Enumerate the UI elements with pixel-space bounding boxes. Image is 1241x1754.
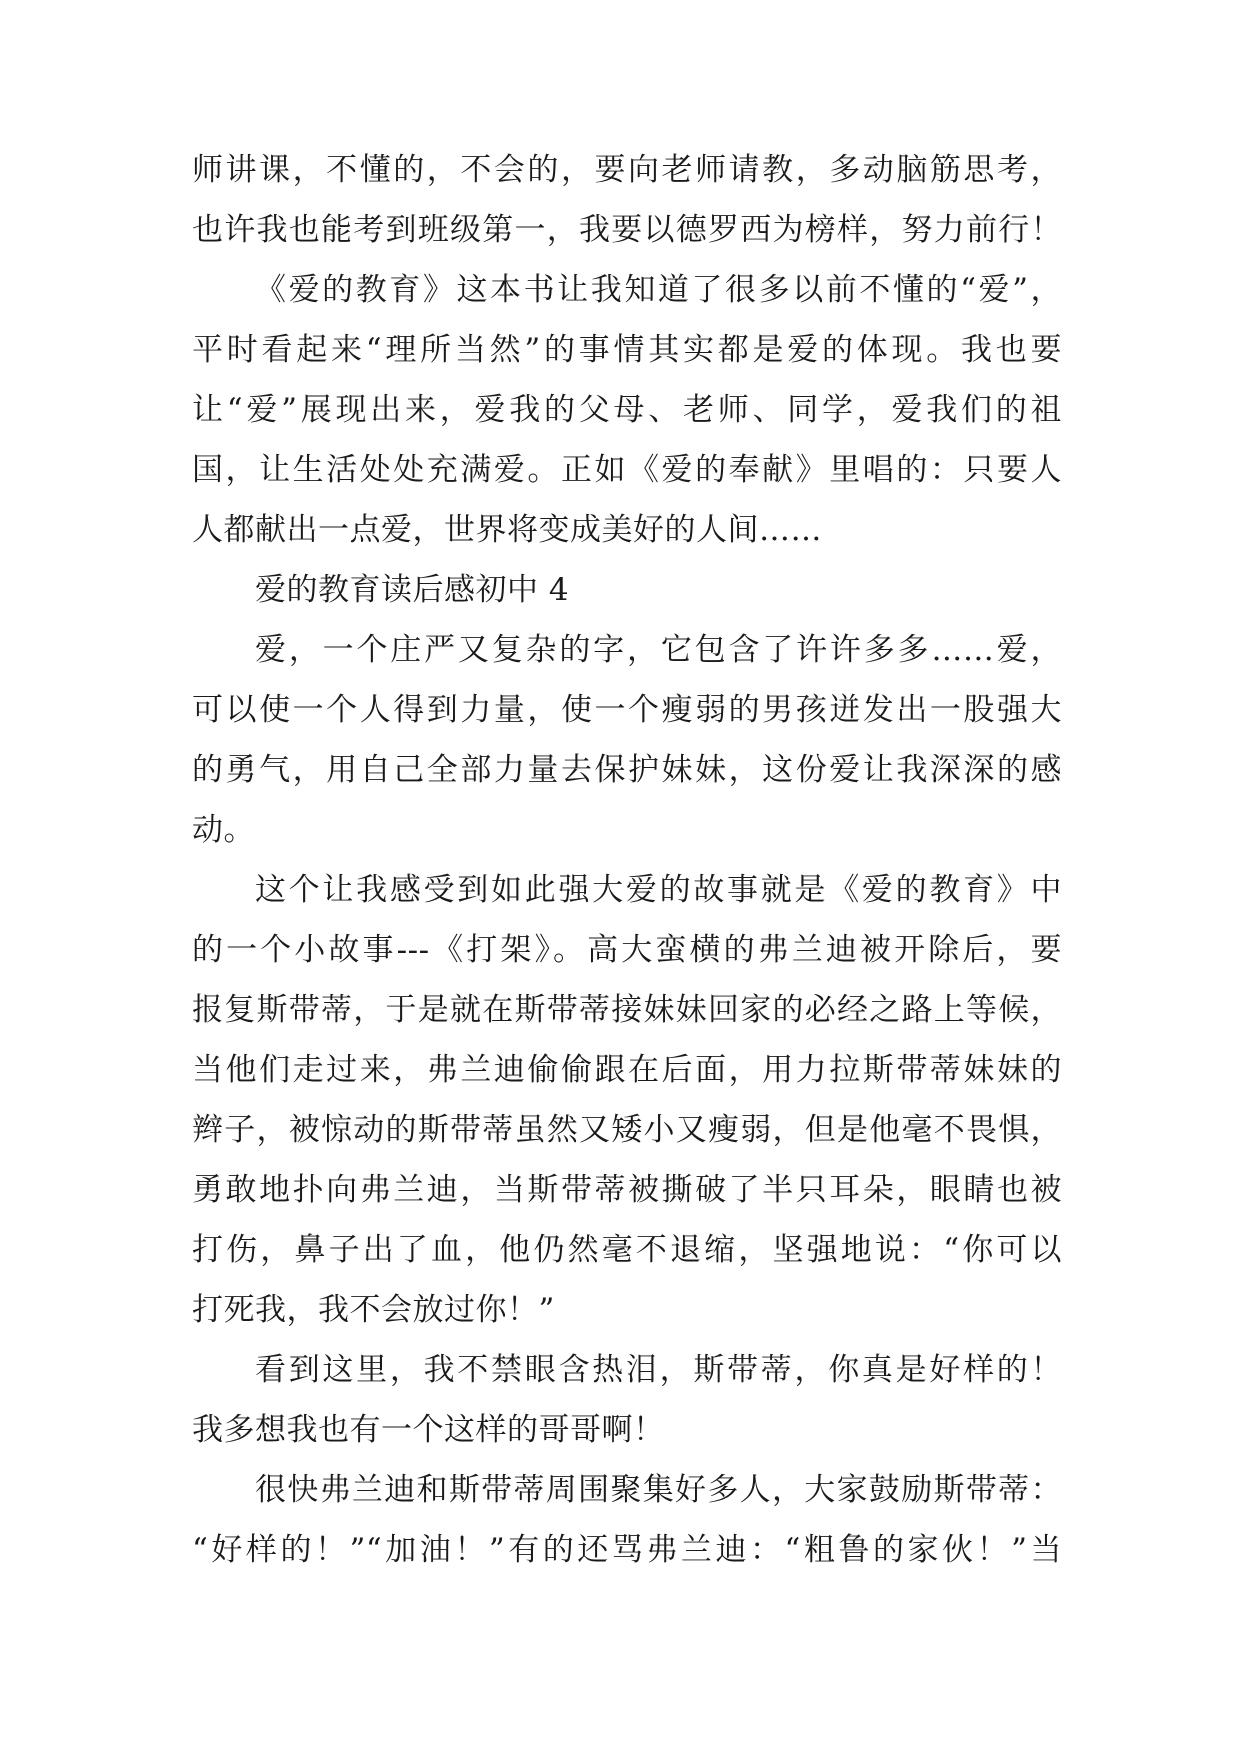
text-line: 打死我，我不会放过你！”: [192, 1292, 555, 1328]
text-line: 也许我也能考到班级第一，我要以德罗西为榜样，努力前行！: [192, 212, 1062, 248]
text-line: 报复斯带蒂，于是就在斯带蒂接妹妹回家的必经之路上等候，: [192, 992, 1062, 1028]
text-line: 可以使一个人得到力量，使一个瘦弱的男孩迸发出一股强大: [192, 692, 1062, 728]
text-line: 看到这里，我不禁眼含热泪，斯带蒂，你真是好样的！: [255, 1352, 1062, 1388]
text-line: 当他们走过来，弗兰迪偷偷跟在后面，用力拉斯带蒂妹妹的: [192, 1052, 1062, 1088]
text-line: 这个让我感受到如此强大爱的故事就是《爱的教育》中: [255, 872, 1062, 908]
text-line: “好样的！”“加油！”有的还骂弗兰迪：“粗鲁的家伙！”当: [192, 1532, 1062, 1568]
text-line: 辫子，被惊动的斯带蒂虽然又矮小又瘦弱，但是他毫不畏惧，: [192, 1112, 1062, 1148]
text-line: 师讲课，不懂的，不会的，要向老师请教，多动脑筋思考，: [192, 152, 1062, 188]
text-line: 的一个小故事---《打架》。高大蛮横的弗兰迪被开除后，要: [192, 932, 1062, 968]
text-line: 爱，一个庄严又复杂的字，它包含了许许多多……爱，: [255, 632, 1062, 668]
text-line: 人都献出一点爱，世界将变成美好的人间……: [192, 512, 822, 548]
text-line: 平时看起来“理所当然”的事情其实都是爱的体现。我也要: [192, 332, 1062, 368]
text-line: 勇敢地扑向弗兰迪，当斯带蒂被撕破了半只耳朵，眼睛也被: [192, 1172, 1062, 1208]
section-heading: 爱的教育读后感初中 4: [255, 572, 570, 608]
text-line: 很快弗兰迪和斯带蒂周围聚集好多人，大家鼓励斯带蒂：: [255, 1472, 1062, 1508]
text-line: 我多想我也有一个这样的哥哥啊！: [192, 1412, 665, 1448]
text-line: 动。: [192, 812, 255, 848]
text-line: 的勇气，用自己全部力量去保护妹妹，这份爱让我深深的感: [192, 752, 1062, 788]
text-line: 《爱的教育》这本书让我知道了很多以前不懂的“爱”，: [255, 272, 1062, 308]
text-line: 打伤，鼻子出了血，他仍然毫不退缩，坚强地说：“你可以: [192, 1232, 1062, 1268]
text-line: 国，让生活处处充满爱。正如《爱的奉献》里唱的：只要人: [192, 452, 1062, 488]
text-line: 让“爱”展现出来，爱我的父母、老师、同学，爱我们的祖: [192, 392, 1062, 428]
